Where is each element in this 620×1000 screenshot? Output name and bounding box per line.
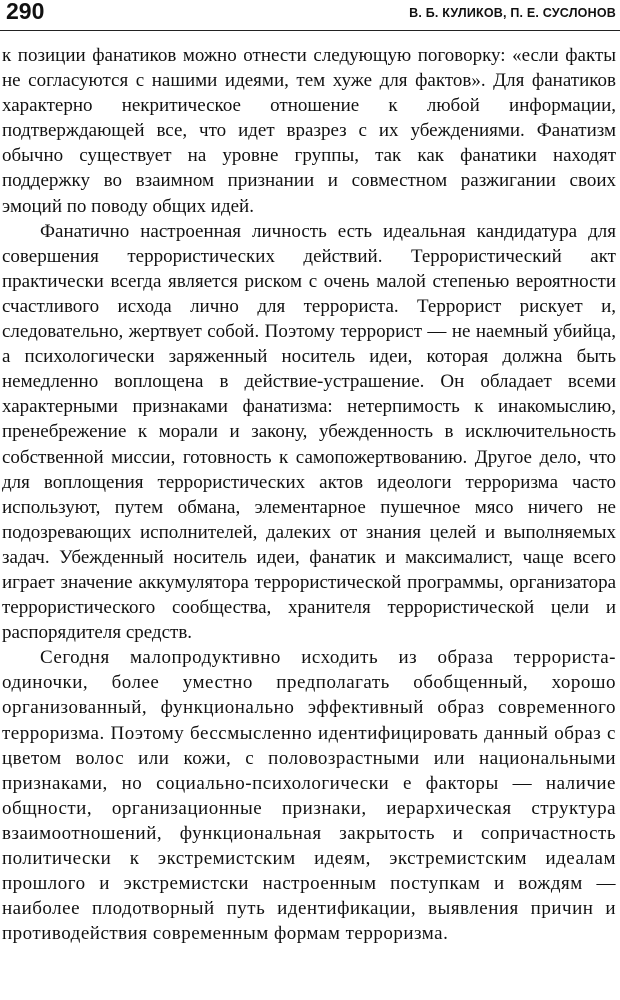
body-text (2, 43, 616, 946)
paragraph-fanatic-personality: Фанатично настроенная личность есть идеальная кандидатура для совершения террористических действий. Террористический акт практически всегда является риском с очень малой степенью вероятности счастливого исхода лично для террориста. Террорист рискует и, следовательно, жертвует собой. Поэтому террорист — не наемный убийца, а психологически заряженный носитель идеи, которая должна быть немедленно воплощена в действие-устрашение. Он обладает всеми характерными признаками фанатизма: нетерпимость к инакомыслию, пренебрежение к морали и закону, убежденность в исключительность собственной миссии, готовность к самопожертвованию. Другое дело, что для воплощения террористических актов идеологи терроризма часто используют, путем обмана, элементарное пушечное мясо ничего не подозревающих исполнителей, далеких от знания целей и выполняемых задач. Убежденный носитель идеи, фанатик и максималист, чаще всего играет значение аккумулятора террористической программы, организатора террористического сообщества, хранителя террористической цели и распорядителя средств. (2, 220, 616, 644)
header-rule (0, 30, 620, 31)
page-number: 290 (6, 0, 45, 24)
running-head-authors: В. Б. КУЛИКОВ, П. Е. СУСЛОНОВ (409, 6, 616, 20)
paragraph-modern-terrorism-image: Сегодня малопродуктивно исходить из образа террориста-одиночки, более уместно предполагать обобщенный, хорошо организованный, функционально эффективный образ современного терроризма. Поэтому бессмысленно идентифицировать данный образ с цветом волос или кожи, с половозрастными или национальными признаками, но социально-психологически е факторы — наличие общности, организационные признаки, иерархическая структура взаимоотношений, функциональная закрытость и сопричастность политически к экстремистским идеям, экстремистским идеалам прошлого и экстремистски настроенным поступкам и вождям — наиболее плодотворный путь идентификации, выявления причин и противодействия современным формам терроризма. (2, 647, 616, 945)
paragraph-fanatics-proverb: к позиции фанатиков можно отнести следующую поговорку: «если факты не согласуются с нашими идеями, тем хуже для фактов». Для фанатиков характерно некритическое отношение к любой информации, подтверждающей все, что идет вразрез с их убеждениями. Фанатизм обычно существует на уровне группы, так как фанатики находят поддержку во взаимном признании и совместном разжигании своих эмоций по поводу общих идей. (2, 45, 616, 217)
page-header (0, 0, 620, 34)
